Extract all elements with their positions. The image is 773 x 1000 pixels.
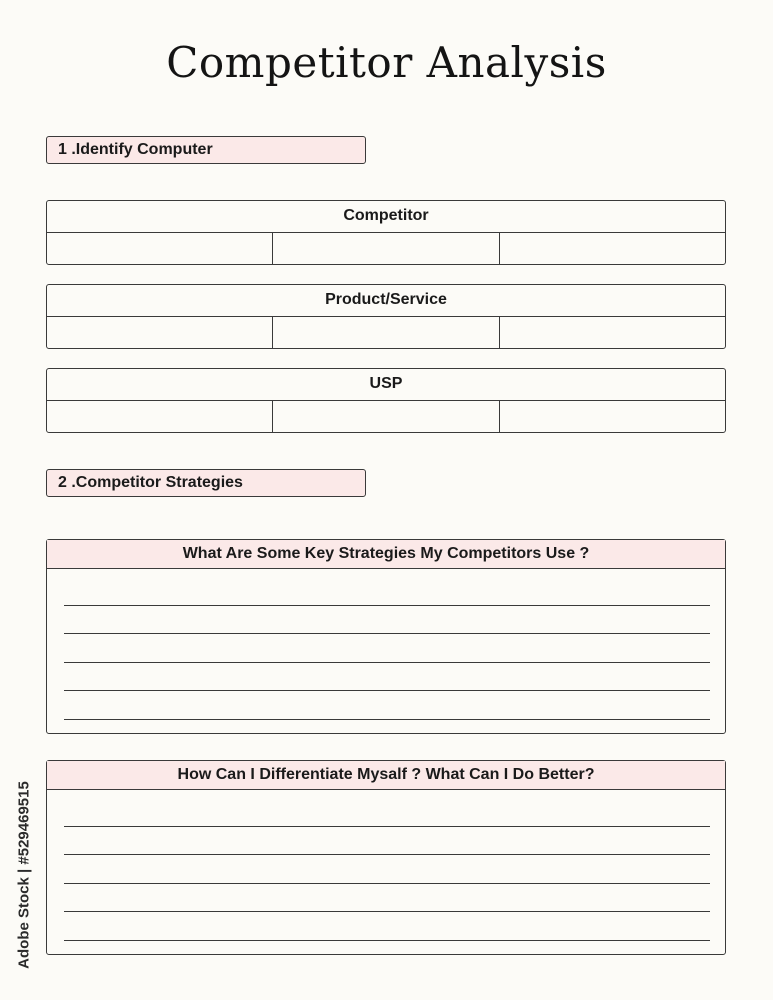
writing-line xyxy=(64,826,710,827)
usp-table xyxy=(46,368,726,433)
section-label-identify: 1 .Identify Computer xyxy=(46,136,366,164)
competitor-table-header: Competitor xyxy=(47,201,725,233)
writing-line xyxy=(64,719,710,720)
strategies-notes-header: What Are Some Key Strategies My Competitors Use ? xyxy=(47,540,725,569)
product-service-table xyxy=(46,284,726,349)
stock-watermark xyxy=(10,760,38,990)
competitor-cell-3[interactable] xyxy=(500,233,725,264)
page-title: Competitor Analysis xyxy=(166,38,607,87)
competitor-cell-1[interactable] xyxy=(47,233,273,264)
usp-cell-3[interactable] xyxy=(500,401,725,432)
writing-line xyxy=(64,940,710,941)
writing-line xyxy=(64,633,710,634)
watermark-text: Adobe Stock | #529469515 xyxy=(15,781,33,969)
writing-line xyxy=(64,883,710,884)
writing-line xyxy=(64,662,710,663)
competitor-table xyxy=(46,200,726,265)
writing-line xyxy=(64,911,710,912)
product-service-cell-2[interactable] xyxy=(273,317,499,348)
usp-cell-1[interactable] xyxy=(47,401,273,432)
differentiate-notes-box[interactable] xyxy=(46,760,726,955)
strategies-notes-box[interactable] xyxy=(46,539,726,734)
competitor-cell-2[interactable] xyxy=(273,233,499,264)
differentiate-notes-header: How Can I Differentiate Mysalf ? What Can I Do Better? xyxy=(47,761,725,790)
product-service-table-header: Product/Service xyxy=(47,285,725,317)
product-service-cell-1[interactable] xyxy=(47,317,273,348)
writing-line xyxy=(64,854,710,855)
writing-line xyxy=(64,690,710,691)
writing-line xyxy=(64,605,710,606)
usp-table-header: USP xyxy=(47,369,725,401)
section-label-strategies: 2 .Competitor Strategies xyxy=(46,469,366,497)
usp-cell-2[interactable] xyxy=(273,401,499,432)
product-service-cell-3[interactable] xyxy=(500,317,725,348)
